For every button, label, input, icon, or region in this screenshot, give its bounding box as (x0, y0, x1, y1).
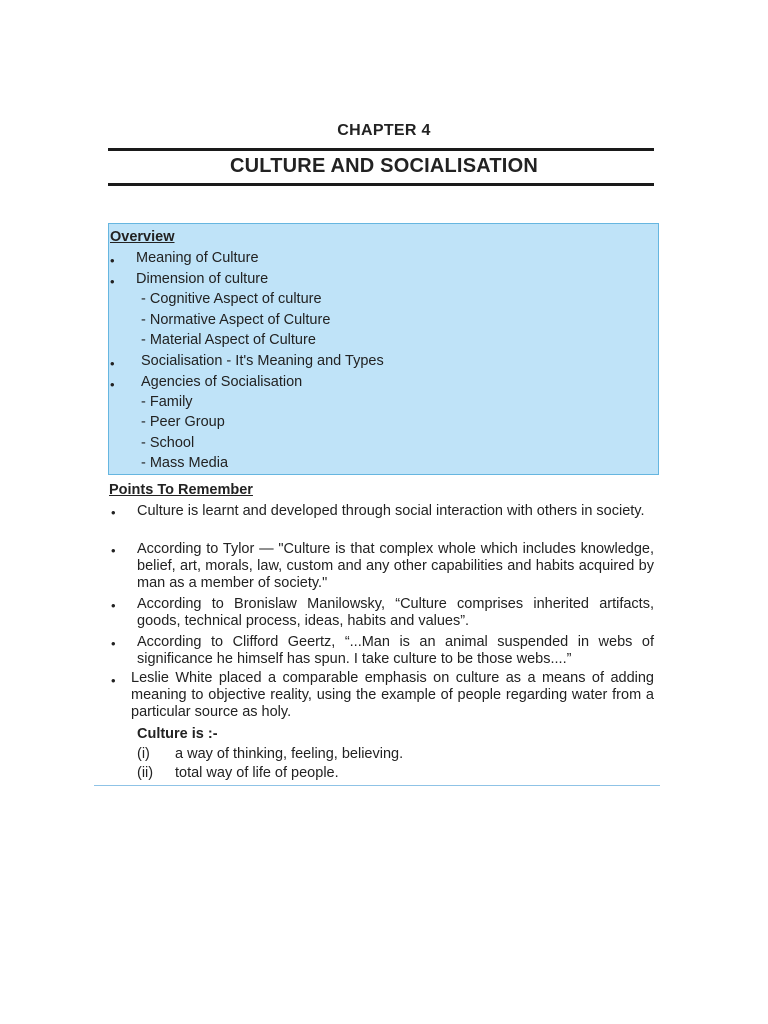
points-item: According to Bronislaw Manilowsky, “Culture comprises inherited artifacts, goods, technical process, ideas, habits and values”. (137, 596, 654, 629)
overview-subitem: - School (141, 435, 195, 451)
points-bullet: • (111, 505, 116, 520)
overview-subitem: - Material Aspect of Culture (141, 332, 316, 348)
points-heading: Points To Remember (109, 482, 253, 498)
points-bullet: • (111, 636, 116, 651)
points-item: Leslie White placed a comparable emphasis on culture as a means of adding meaning to objective reality, using the example of people regarding water from a particular source as holy. (131, 670, 654, 720)
culture-is-text: total way of life of people. (175, 765, 339, 781)
points-bullet: • (111, 673, 116, 688)
points-item: According to Clifford Geertz, “...Man is an animal suspended in webs of significance he himself has spun. I take culture to be those webs....” (137, 634, 654, 667)
title-rule-bottom (108, 183, 654, 186)
section-divider (94, 785, 660, 786)
chapter-number: CHAPTER 4 (337, 122, 431, 139)
points-bullet: • (111, 598, 116, 613)
overview-bullet: • (110, 274, 115, 289)
overview-subitem: - Family (141, 394, 193, 410)
chapter-title: CULTURE AND SOCIALISATION (230, 155, 538, 177)
overview-item: Socialisation - It's Meaning and Types (141, 353, 384, 369)
overview-heading: Overview (110, 229, 175, 245)
overview-subitem: - Peer Group (141, 414, 225, 430)
title-rule-top (108, 148, 654, 151)
overview-bullet: • (110, 253, 115, 268)
overview-item: Meaning of Culture (136, 250, 259, 266)
points-item: According to Tylor — "Culture is that complex whole which includes knowledge, belief, art, morals, law, custom and any other capabilities and habits acquired by man as a member of society." (137, 541, 654, 591)
overview-subitem: - Mass Media (141, 455, 229, 471)
overview-bullet: • (110, 377, 115, 392)
overview-item: Dimension of culture (136, 271, 269, 287)
points-bullet: • (111, 543, 116, 558)
overview-subitem: - Normative Aspect of Culture (141, 312, 331, 328)
culture-is-heading: Culture is :- (137, 726, 218, 742)
overview-bullet: • (110, 356, 115, 371)
culture-is-number: (i) (137, 746, 150, 762)
overview-subitem: - Cognitive Aspect of culture (141, 291, 322, 307)
culture-is-number: (ii) (137, 765, 154, 781)
culture-is-text: a way of thinking, feeling, believing. (175, 746, 404, 762)
points-item: Culture is learnt and developed through social interaction with others in society. (137, 503, 645, 519)
overview-item: Agencies of Socialisation (141, 374, 303, 390)
